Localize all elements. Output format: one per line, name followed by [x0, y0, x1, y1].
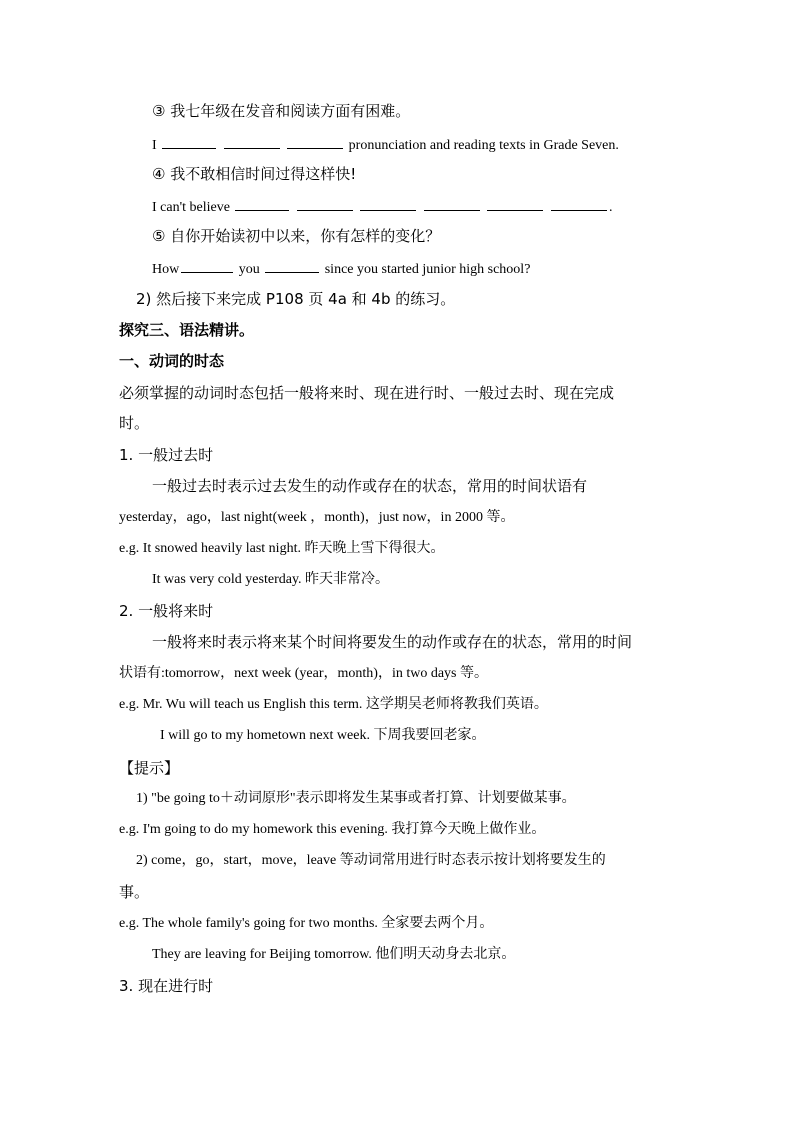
answer-blank[interactable] [235, 196, 289, 211]
answer-blank[interactable] [487, 196, 543, 211]
topic-heading: 1. 一般过去时 [119, 446, 214, 464]
paragraph-line: yesterday，ago，last night(week ，month)，just now，in 2000 等。 [119, 510, 515, 525]
example-line: e.g. I'm going to do my homework this evening. 我打算今天晚上做作业。 [119, 822, 546, 837]
exercise-item-4: ④ 我不敢相信时间过得这样快! [152, 165, 357, 183]
topic-heading: 2. 一般将来时 [119, 602, 214, 620]
example-line: e.g. The whole family's going for two months. 全家要去两个月。 [119, 916, 494, 931]
tip-line: 1) "be going to＋动词原形"表示即将发生某事或者打算、计划要做某事。 [136, 791, 576, 806]
answer-blank[interactable] [224, 134, 280, 149]
exercise-line-5-blanks [152, 258, 530, 280]
sentence-end: pronunciation and reading texts in Grade Seven. [348, 138, 619, 153]
topic-heading: 3. 现在进行时 [119, 977, 214, 995]
paragraph-line: 时。 [119, 414, 150, 432]
exercise-item-3: ③ 我七年级在发音和阅读方面有困难。 [152, 102, 411, 120]
answer-blank[interactable] [181, 258, 233, 273]
example-line: They are leaving for Beijing tomorrow. 他们明天动身去北京。 [152, 947, 516, 962]
example-line: I will go to my hometown next week. 下周我要回老家。 [160, 728, 486, 743]
example-line: e.g. It snowed heavily last night. 昨天晚上雪下得很大。 [119, 541, 445, 556]
instruction-line: 2) 然后接下来完成 P108 页 4a 和 4b 的练习。 [136, 290, 456, 308]
section-heading: 探究三、语法精讲。 [119, 321, 255, 339]
answer-blank[interactable] [265, 258, 319, 273]
sentence-end: . [608, 200, 613, 215]
paragraph-line: 状语有:tomorrow，next week (year，month)，in two days 等。 [119, 666, 488, 681]
sentence-start: I can't believe [152, 200, 230, 215]
paragraph-line: 一般将来时表示将来某个时间将要发生的动作或存在的状态，常用的时间 [152, 633, 633, 651]
tip-line: 2) come，go，start，move，leave 等动词常用进行时态表示按计划将要发生的 [136, 853, 606, 868]
paragraph-line: 事。 [119, 883, 150, 901]
answer-blank[interactable] [162, 134, 216, 149]
answer-blank[interactable] [424, 196, 480, 211]
exercise-line-3-blanks [152, 134, 619, 156]
sentence-start: How [152, 262, 180, 277]
paragraph-line: 一般过去时表示过去发生的动作或存在的状态，常用的时间状语有 [152, 477, 588, 495]
paragraph-line: 必须掌握的动词时态包括一般将来时、现在进行时、一般过去时、现在完成 [119, 384, 615, 402]
example-line: e.g. Mr. Wu will teach us English this term. 这学期吴老师将教我们英语。 [119, 697, 548, 712]
answer-blank[interactable] [297, 196, 353, 211]
sentence-end: since you started junior high school? [324, 262, 531, 277]
tip-heading: 【提示】 [119, 759, 180, 777]
answer-blank[interactable] [360, 196, 416, 211]
sentence-start: I [152, 138, 157, 153]
answer-blank[interactable] [287, 134, 343, 149]
example-line: It was very cold yesterday. 昨天非常冷。 [152, 572, 390, 587]
sentence-mid: you [238, 262, 260, 277]
subsection-heading: 一、动词的时态 [119, 352, 225, 370]
exercise-line-4-blanks [152, 196, 612, 218]
exercise-item-5: ⑤ 自你开始读初中以来，你有怎样的变化？ [152, 227, 441, 245]
answer-blank[interactable] [551, 196, 607, 211]
